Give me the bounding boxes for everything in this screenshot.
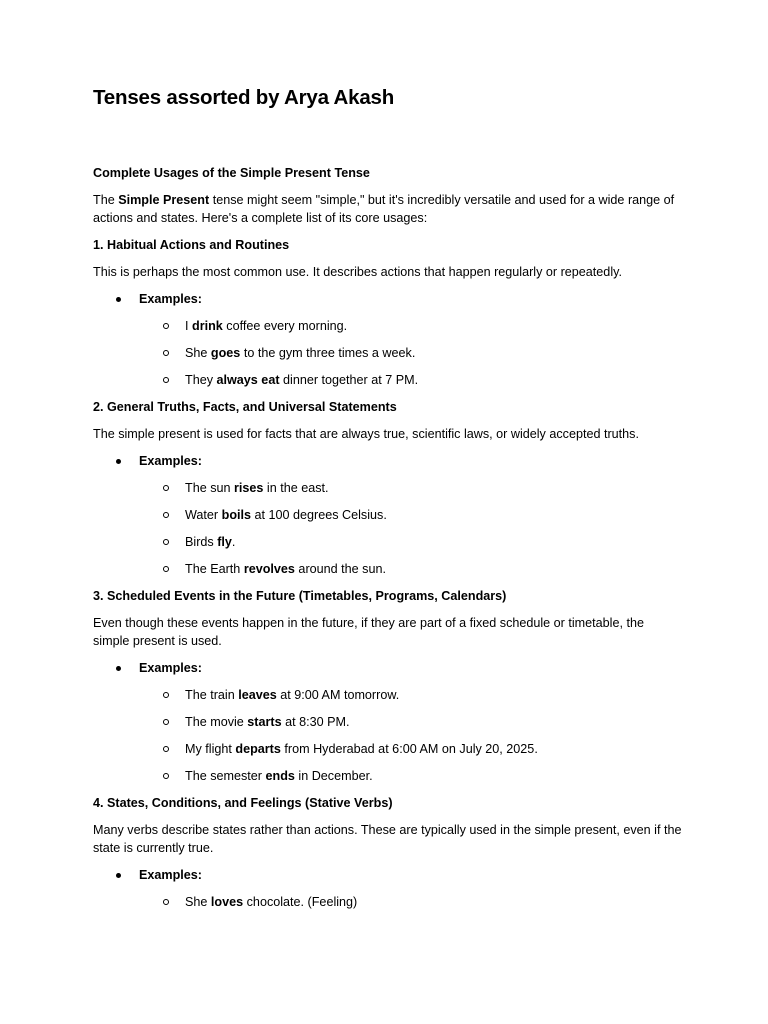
example-text-pre: The sun (185, 481, 235, 495)
example-text-post: to the gym three times a week. (240, 346, 416, 360)
examples-label: Examples: (139, 292, 202, 306)
example-text-bold: revolves (243, 562, 295, 576)
usage-heading: 4. States, Conditions, and Feelings (Stative Verbs) (93, 796, 393, 810)
example-text-bold: departs (235, 742, 281, 756)
bullet-dot-icon (116, 873, 121, 878)
example-text-bold: fly (217, 535, 232, 549)
hollow-circle-bullet-icon (163, 899, 169, 905)
example-item (93, 506, 683, 524)
examples-bullet (93, 659, 683, 677)
section-subtitle: Complete Usages of the Simple Present Tense (93, 166, 370, 180)
hollow-circle-bullet-icon (163, 377, 169, 383)
usage-description: Many verbs describe states rather than actions. These are typically used in the simple present, even if the state is currently true. (93, 823, 682, 855)
hollow-circle-bullet-icon (163, 746, 169, 752)
hollow-circle-bullet-icon (163, 692, 169, 698)
example-text-pre: She (185, 346, 211, 360)
example-item (93, 893, 683, 911)
example-text-pre: They (185, 373, 217, 387)
example-text-pre: The train (185, 688, 239, 702)
examples-bullet (93, 866, 683, 884)
example-text-bold: starts (247, 715, 282, 729)
example-text-post: at 9:00 AM tomorrow. (276, 688, 400, 702)
example-text-pre: Birds (185, 535, 218, 549)
example-item (93, 533, 683, 551)
example-text-pre: My flight (185, 742, 236, 756)
example-text-pre: She (185, 895, 211, 909)
intro-text-bold: Simple Present (118, 193, 210, 207)
examples-label: Examples: (139, 661, 202, 675)
examples-label: Examples: (139, 454, 202, 468)
example-text-pre: Water (185, 508, 222, 522)
example-text-post: dinner together at 7 PM. (279, 373, 419, 387)
example-item (93, 560, 683, 578)
example-item (93, 344, 683, 362)
document-title: Tenses assorted by Arya Akash (93, 86, 395, 109)
usage-heading: 1. Habitual Actions and Routines (93, 238, 290, 252)
hollow-circle-bullet-icon (163, 323, 169, 329)
usage-description: The simple present is used for facts that are always true, scientific laws, or widely accepted truths. (93, 427, 639, 441)
bullet-dot-icon (116, 297, 121, 302)
example-text-bold: goes (210, 346, 241, 360)
example-text-bold: drink (192, 319, 223, 333)
example-text-bold: always eat (216, 373, 280, 387)
example-text-post: chocolate. (Feeling) (243, 895, 358, 909)
example-text-pre: The movie (185, 715, 248, 729)
usage-description: Even though these events happen in the future, if they are part of a fixed schedule or timetable, the simple present is used. (93, 616, 644, 648)
bullet-dot-icon (116, 666, 121, 671)
usage-sections (93, 236, 683, 911)
document-body (93, 164, 683, 920)
usage-heading: 3. Scheduled Events in the Future (Timetables, Programs, Calendars) (93, 589, 507, 603)
example-item (93, 479, 683, 497)
example-text-post: from Hyderabad at 6:00 AM on July 20, 2025. (280, 742, 538, 756)
example-item (93, 371, 683, 389)
intro-text-post: tense might seem "simple," but it's incredibly versatile and used for a wide range of actions and states. Here's a complete list of its core usages: (93, 193, 675, 225)
example-item (93, 740, 683, 758)
example-item (93, 317, 683, 335)
example-text-pre: The Earth (185, 562, 244, 576)
examples-bullet (93, 290, 683, 308)
hollow-circle-bullet-icon (163, 539, 169, 545)
example-text-bold: loves (210, 895, 244, 909)
hollow-circle-bullet-icon (163, 512, 169, 518)
hollow-circle-bullet-icon (163, 350, 169, 356)
hollow-circle-bullet-icon (163, 773, 169, 779)
example-text-post: . (231, 535, 236, 549)
example-text-bold: rises (234, 481, 264, 495)
example-text-bold: leaves (238, 688, 277, 702)
hollow-circle-bullet-icon (163, 566, 169, 572)
example-item (93, 713, 683, 731)
example-text-post: around the sun. (294, 562, 386, 576)
example-text-post: at 100 degrees Celsius. (251, 508, 387, 522)
example-text-post: at 8:30 PM. (281, 715, 350, 729)
bullet-dot-icon (116, 459, 121, 464)
example-text-post: coffee every morning. (222, 319, 348, 333)
examples-bullet (93, 452, 683, 470)
hollow-circle-bullet-icon (163, 485, 169, 491)
example-text-post: in December. (294, 769, 373, 783)
examples-label: Examples: (139, 868, 202, 882)
example-item (93, 767, 683, 785)
usage-description: This is perhaps the most common use. It describes actions that happen regularly or repeatedly. (93, 265, 622, 279)
example-text-pre: I (185, 319, 192, 333)
intro-text-pre: The (93, 193, 119, 207)
example-text-post: in the east. (263, 481, 329, 495)
example-text-bold: ends (265, 769, 295, 783)
intro-paragraph (93, 191, 683, 227)
example-text-pre: The semester (185, 769, 266, 783)
example-item (93, 686, 683, 704)
usage-heading: 2. General Truths, Facts, and Universal Statements (93, 400, 397, 414)
example-text-bold: boils (221, 508, 252, 522)
hollow-circle-bullet-icon (163, 719, 169, 725)
